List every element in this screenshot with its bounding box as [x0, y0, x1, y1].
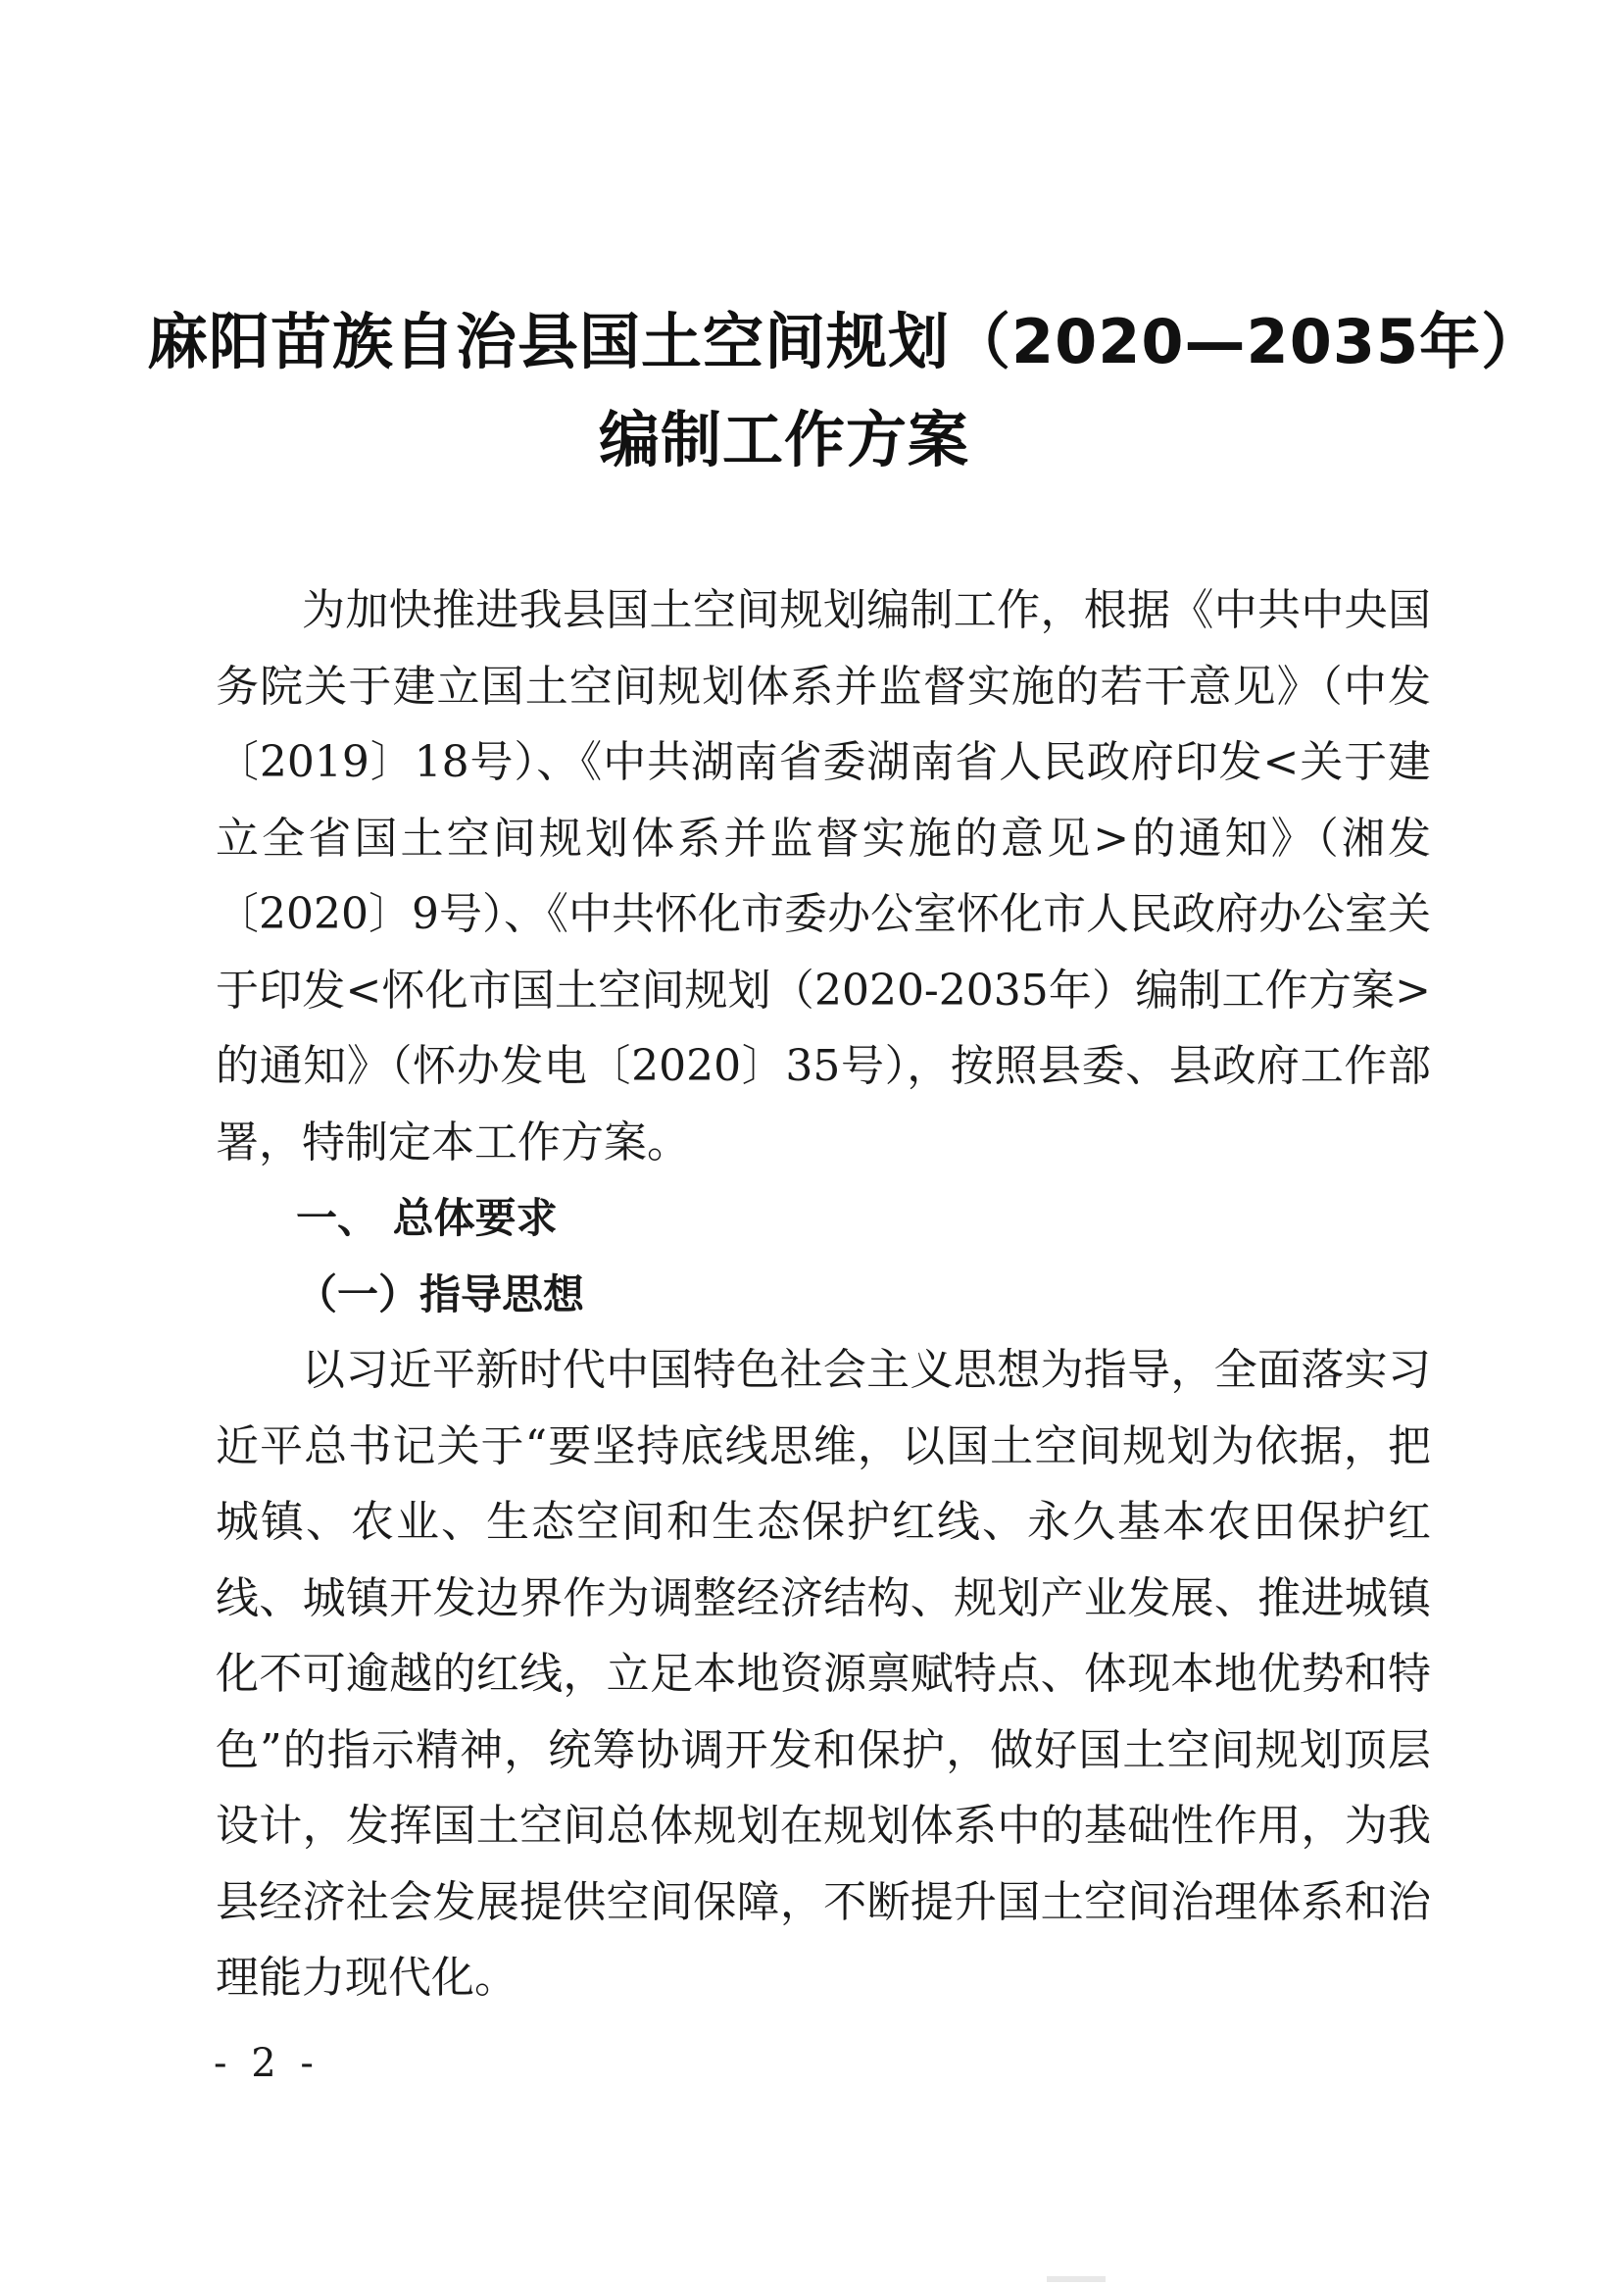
section-heading-overall-requirements: 一、 总体要求 [296, 1194, 558, 1242]
scan-artifact [1047, 2276, 1106, 2282]
guiding-ideology-paragraph: 以习近平新时代中国特色社会主义思想为指导，全面落实习近平总书记关于“要坚持底线思维，以国土空间规划为依据，把城镇、农业、生态空间和生态保护红线、永久基本农田保护红线、城镇开发边界作为调整经济结构、规划产业发展、推进城镇化不可逾越的红线，立足本地资源禀赋特点、体现本地优势和特色”的指示精神，统筹协调开发和保护，做好国土空间规划顶层设计，发挥国土空间总体规划在规划体系中的基础性作用，为我县经济社会发展提供空间保障，不断提升国土空间治理体系和治理能力现代化。 [216, 1345, 1431, 2003]
intro-paragraph: 为加快推进我县国土空间规划编制工作，根据《中共中央国务院关于建立国土空间规划体系并监督实施的若干意见》（中发〔2019〕18号）、《中共湖南省委湖南省人民政府印发<关于建立全省国土空间规划体系并监督实施的意见>的通知》（湘发〔2020〕9号）、《中共怀化市委办公室怀化市人民政府办公室关于印发<怀化市国土空间规划（2020-2035年）编制工作方案>的通知》（怀办发电〔2020〕35号），按照县委、县政府工作部署，特制定本工作方案。 [216, 585, 1431, 1167]
document-title-line-1: 麻阳苗族自治县国土空间规划（2020—2035年） [147, 306, 1544, 377]
document-body [216, 572, 1431, 2016]
subsection-heading-guiding-ideology: （一）指导思想 [296, 1269, 585, 1318]
document-title-line-2: 编制工作方案 [598, 404, 969, 475]
page-number: - 2 - [214, 2041, 320, 2086]
